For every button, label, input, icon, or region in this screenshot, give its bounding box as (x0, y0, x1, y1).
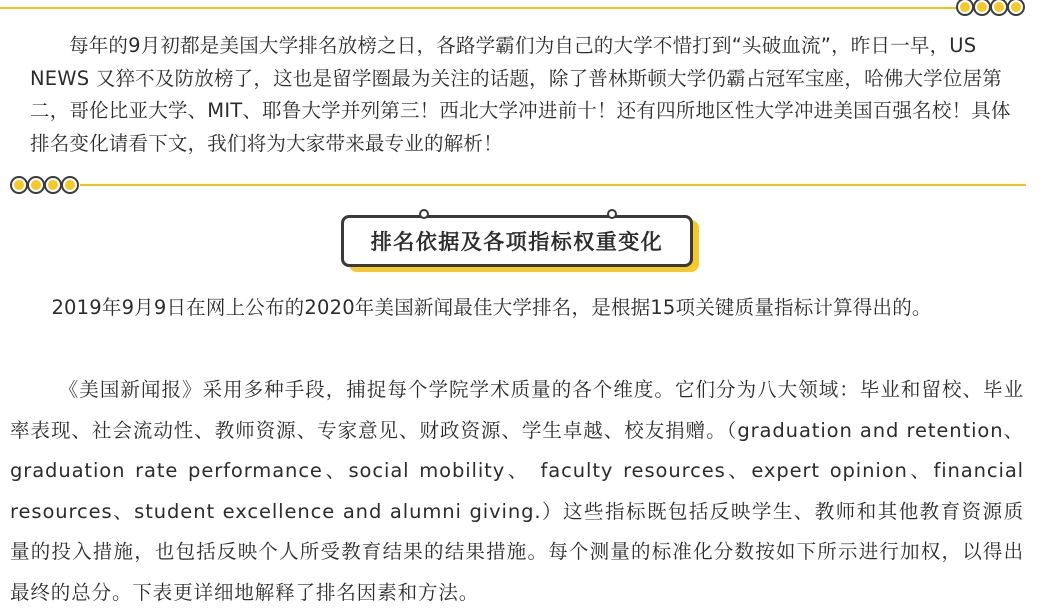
dot-icon (63, 178, 77, 192)
body-paragraph-1: 2019年9月9日在网上公布的2020年美国新闻最佳大学排名，是根据15项关键质量指标计算得出的。 (51, 296, 932, 319)
top-divider-circles (958, 0, 1026, 14)
section-title-block (341, 213, 701, 275)
dot-icon (975, 0, 989, 14)
dot-icon (12, 178, 26, 192)
pin-icon (419, 209, 429, 219)
dot-icon (46, 178, 60, 192)
section-title: 排名依据及各项指标权重变化 (341, 215, 693, 267)
dot-icon (29, 178, 43, 192)
dot-icon (958, 0, 972, 14)
bottom-divider-circles (12, 178, 80, 192)
intro-paragraph: 每年的9月初都是美国大学排名放榜之日，各路学霸们为自己的大学不惜打到“头破血流”，昨日一早，US NEWS 又猝不及防放榜了，这也是留学圈最为关注的话题，除了普林斯顿大学仍霸占冠军宝座，哈佛大学位居第二，哥伦比亚大学、MIT、耶鲁大学并列第三！西北大学冲进前十！还有四所地区性大学冲进美国百强名校！具体排名变化请看下文，我们将为大家带来最专业的解析！ (30, 34, 1011, 155)
dot-icon (992, 0, 1006, 14)
bottom-divider-line (80, 184, 1026, 186)
pin-icon (607, 209, 617, 219)
body-paragraph-2: 《美国新闻报》采用多种手段，捕捉每个学院学术质量的各个维度。它们分为八大领域：毕业和留校、毕业率表现、社会流动性、教师资源、专家意见、财政资源、学生卓越、校友捐赠。（graduation and retention、graduation rate performance、social mobility、 faculty resources、expert opinion、financial resources、student excellence and alumni giving.）这些指标既包括反映学生、教师和其他教育资源质量的投入措施，也包括反映个人所受教育结果的结果措施。每个测量的标准化分数按如下所示进行加权，以得出最终的总分。下表更详细地解释了排名因素和方法。 (10, 378, 1024, 604)
dot-icon (1009, 0, 1023, 14)
top-divider-line (0, 7, 962, 9)
